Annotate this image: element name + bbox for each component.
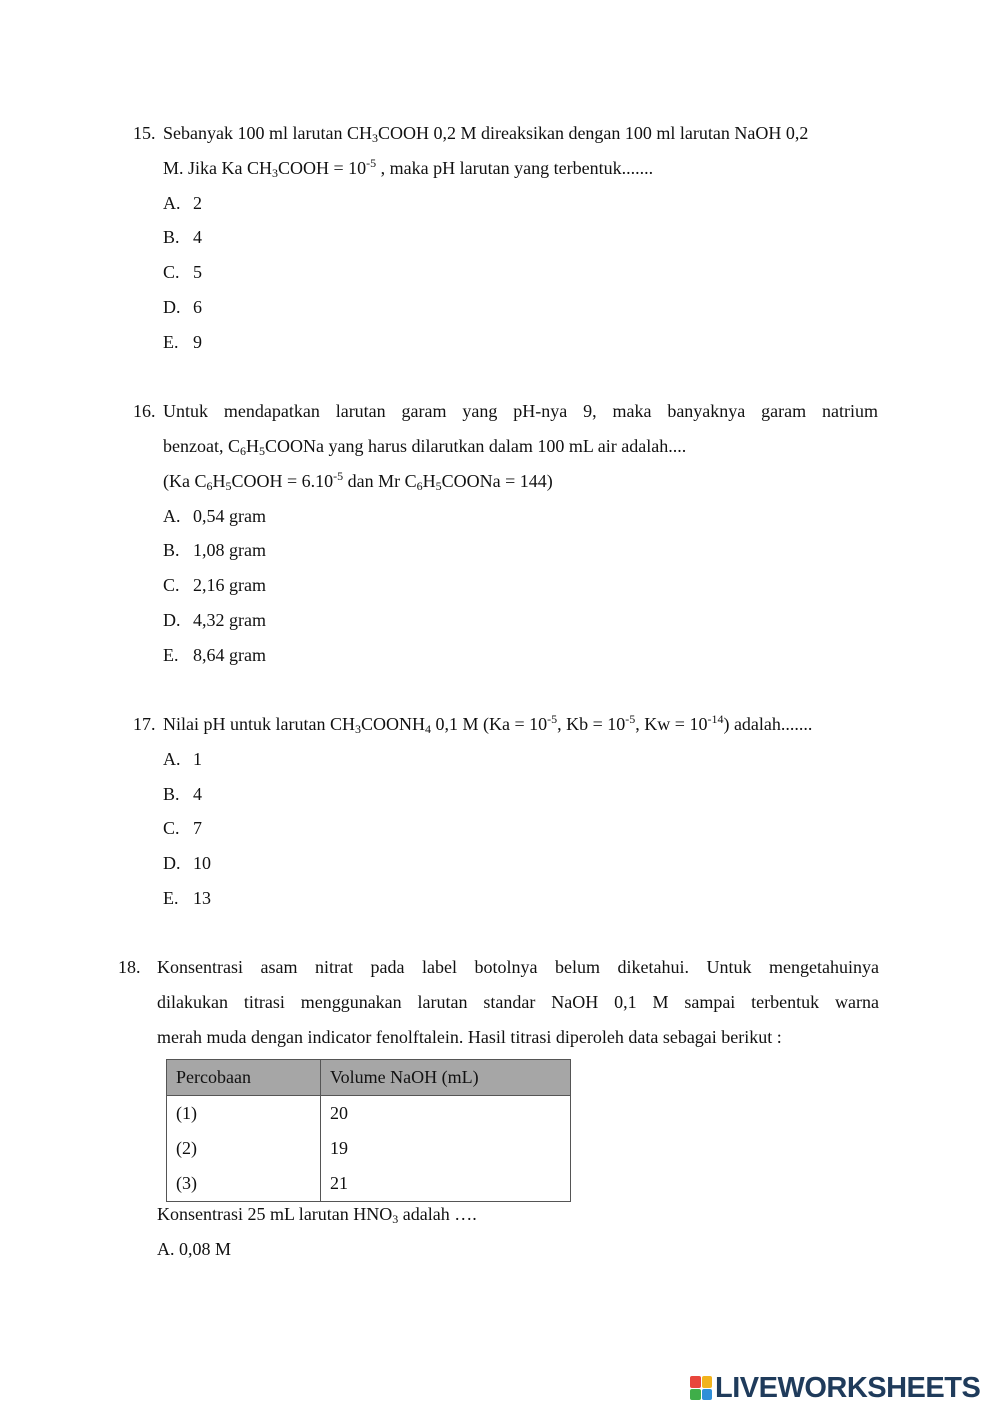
question-15-line-2: M. Jika Ka $CH_3COOH = 10^{-5}$ , maka pH larutan yang terbentuk....... — [163, 156, 654, 180]
question-18-line-2: dilakukan titrasi menggunakan larutan standar NaOH 0,1 M sampai terbentuk warna — [157, 992, 879, 1012]
option-17-c[interactable]: C. 7 — [163, 818, 202, 838]
table-header-row — [167, 1060, 571, 1096]
option-16-c[interactable]: C. 2,16 gram — [163, 575, 266, 595]
table-row — [167, 1131, 571, 1166]
table-cell: (3) — [167, 1166, 321, 1202]
option-17-d[interactable]: D. 10 — [163, 853, 211, 873]
option-16-b[interactable]: B. 1,08 gram — [163, 540, 266, 560]
question-16-line-1: 16. Untuk mendapatkan larutan garam yang pH-nya 9, maka banyaknya garam natrium — [133, 401, 878, 421]
question-15-line-1: 15. Sebanyak 100 ml larutan $CH_3COOH$ 0,2 M direaksikan dengan 100 ml larutan NaOH 0,2 — [133, 123, 809, 145]
brand-name: LIVEWORKSHEETS — [715, 1371, 981, 1404]
table-row — [167, 1096, 571, 1132]
table-row — [167, 1166, 571, 1202]
question-18-prompt: Konsentrasi 25 mL larutan $HNO_3$ adalah …. — [157, 1204, 477, 1226]
option-15-a[interactable]: A. 2 — [163, 193, 202, 213]
option-15-e[interactable]: E. 9 — [163, 332, 202, 352]
liveworksheets-logo — [690, 1373, 980, 1403]
question-number: 17. — [133, 714, 156, 734]
option-16-e[interactable]: E. 8,64 gram — [163, 645, 266, 665]
question-number: 16. — [133, 401, 156, 421]
option-16-a[interactable]: A. 0,54 gram — [163, 506, 266, 526]
option-15-d[interactable]: D. 6 — [163, 297, 202, 317]
table-cell: 20 — [321, 1096, 571, 1132]
question-number: 15. — [133, 123, 156, 143]
liveworksheets-logo-icon — [690, 1376, 712, 1400]
option-16-d[interactable]: D. 4,32 gram — [163, 610, 266, 630]
question-17-line-1: 17. Nilai pH untuk larutan $CH_3COONH_4$ 0,1 M ($Ka = 10^{-5}$, $Kb = 10^{-5}$, $Kw = 10^{-14}$) adalah....... — [133, 712, 813, 736]
question-16-line-2: benzoat, $C_6H_5COONa$ yang harus dilarutkan dalam 100 mL air adalah.... — [163, 436, 687, 458]
table-cell: (2) — [167, 1131, 321, 1166]
table-cell: 19 — [321, 1131, 571, 1166]
option-15-b[interactable]: B. 4 — [163, 227, 202, 247]
question-number: 18. — [118, 957, 141, 977]
table-header: Volume NaOH (mL) — [321, 1060, 571, 1096]
option-17-e[interactable]: E. 13 — [163, 888, 211, 908]
table-cell: (1) — [167, 1096, 321, 1132]
option-18-a[interactable]: A. 0,08 M — [157, 1239, 232, 1259]
option-17-b[interactable]: B. 4 — [163, 784, 202, 804]
question-18-line-1: 18. Konsentrasi asam nitrat pada label botolnya belum diketahui. Untuk mengetahuinya — [118, 957, 879, 977]
option-17-a[interactable]: A. 1 — [163, 749, 202, 769]
titration-table — [166, 1059, 571, 1202]
table-cell: 21 — [321, 1166, 571, 1202]
table-header: Percobaan — [167, 1060, 321, 1096]
question-18-line-3: merah muda dengan indicator fenolftalein. Hasil titrasi diperoleh data sebagai berikut : — [157, 1027, 782, 1047]
question-16-line-3: (Ka $C_6H_5COOH = 6.10^{-5}$ dan Mr $C_6H_5COONa = 144$) — [163, 469, 553, 493]
option-15-c[interactable]: C. 5 — [163, 262, 202, 282]
